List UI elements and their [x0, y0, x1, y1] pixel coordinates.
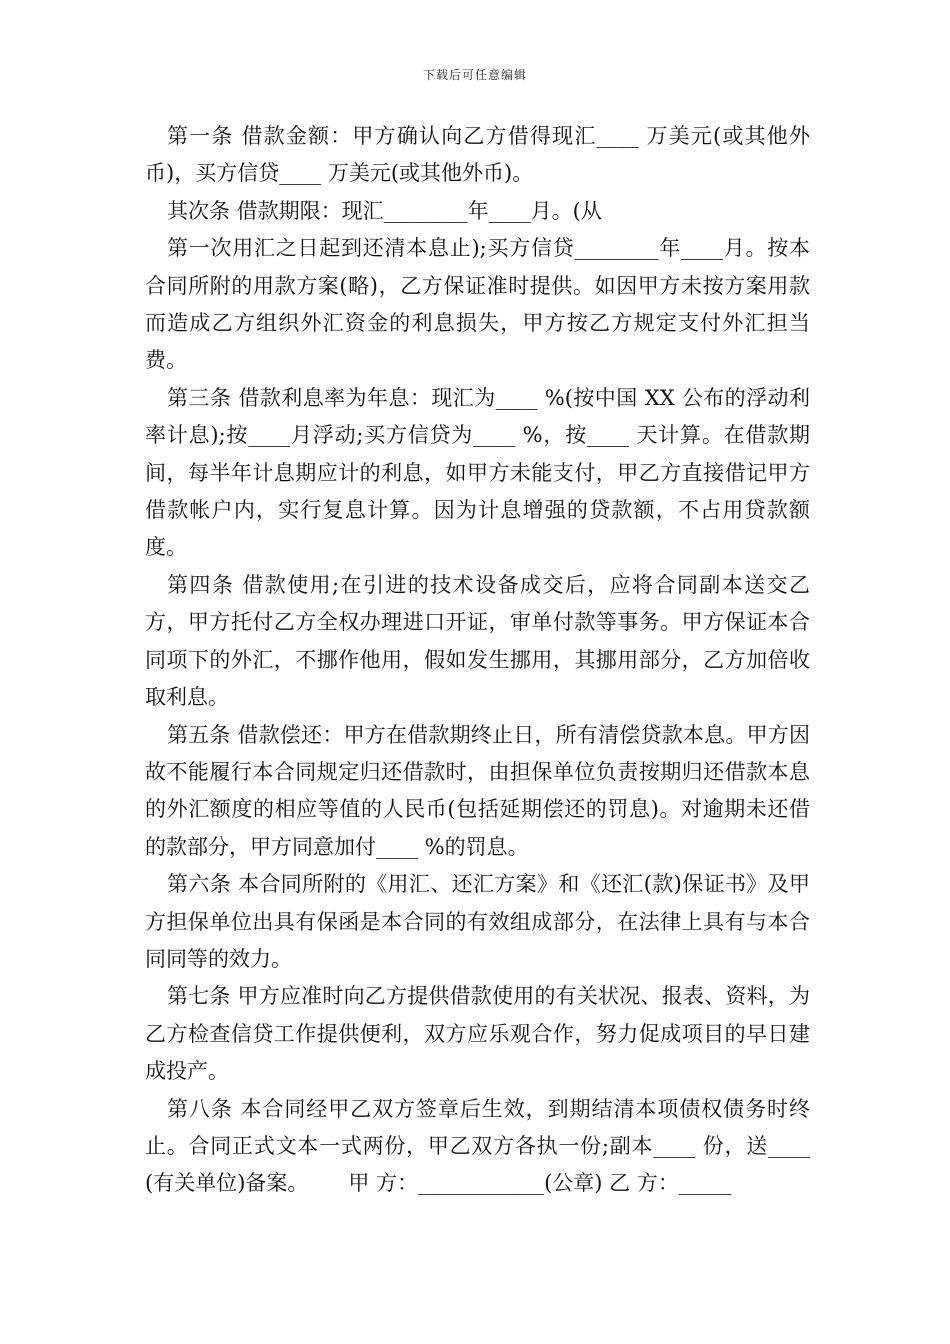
article-3: 第三条 借款利息率为年息：现汇为____ %(按中国 XX 公布的浮动利率计息);按____月浮动;买方信贷为____ %，按____ 天计算。在借款期间，每半年计息期应计的利息，如甲方未能支付，甲乙方直接借记甲方借款帐户内，实行复息计算。因为计息增强的贷款额，不占用贷款额度。 — [145, 385, 810, 560]
article-5: 第五条 借款偿还：甲方在借款期终止日，所有清偿贷款本息。甲方因故不能履行本合同规定归还借款时，由担保单位负责按期归还借款本息的外汇额度的相应等值的人民币(包括延期偿还的罚息)。对逾期未还借的款部分，甲方同意加付____ %的罚息。 — [145, 722, 810, 859]
page-header: 下载后可任意编辑 — [422, 68, 527, 82]
contract-body — [145, 118, 817, 1203]
article-6: 第六条 本合同所附的《用汇、还汇方案》和《还汇(款)保证书》及甲方担保单位出具有保函是本合同的有效组成部分，在法律上具有与本合同同等的效力。 — [145, 872, 810, 971]
article-2-continued: 第一次用汇之日起到还清本息止);买方信贷________年____月。按本合同所附的用款方案(略)，乙方保证准时提供。如因甲方未按方案用款而造成乙方组织外汇资金的利息损失，甲方按乙方规定支付外汇担当费。 — [145, 236, 810, 373]
article-4: 第四条 借款使用;在引进的技术设备成交后，应将合同副本送交乙方，甲方托付乙方全权办理进口开证，审单付款等事务。甲方保证本合同项下的外汇，不挪作他用，假如发生挪用，其挪用部分，乙方加倍收取利息。 — [145, 572, 810, 710]
article-7: 第七条 甲方应准时向乙方提供借款使用的有关状况、报表、资料，为乙方检查信贷工作提供便利，双方应乐观合作，努力促成项目的早日建成投产。 — [145, 984, 810, 1084]
article-1: 第一条 借款金额：甲方确认向乙方借得现汇____ 万美元(或其他外币)，买方信贷____ 万美元(或其他外币)。 — [145, 124, 810, 186]
article-2: 其次条 借款期限：现汇________年____月。(从 — [167, 198, 602, 223]
article-8: 第八条 本合同经甲乙双方签章后生效，到期结清本项债权债务时终止。合同正式文本一式两份，甲乙双方各执一份;副本____ 份，送____ (有关单位)备案。 甲 方：____________(公章) 乙 方：_____ — [145, 1096, 817, 1196]
